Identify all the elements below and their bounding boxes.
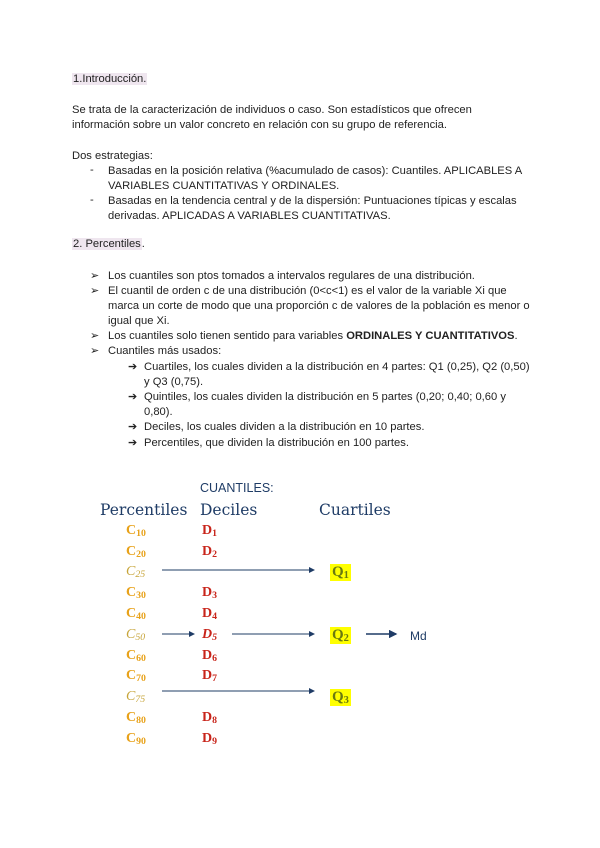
decile-d2: $D_2$ bbox=[202, 544, 218, 560]
bullet-2-line-2: marca un corte de modo que una proporción c de valores de la población es menor o bbox=[108, 300, 530, 312]
percentile-c25: $C_{25}$ bbox=[126, 564, 146, 580]
decile-d3: $D_3$ bbox=[202, 585, 218, 601]
decile-d9: $D_9$ bbox=[202, 731, 218, 747]
bullet-2-line-1: El cuantil de orden c de una distribución (0<c<1) es el valor de la variable Xi que bbox=[108, 285, 507, 297]
strategy-2-line-2: derivadas. APLICADAS A VARIABLES CUANTITATIVAS. bbox=[108, 210, 391, 222]
diagram-title: CUANTILES: bbox=[200, 481, 274, 495]
strategy-2-line-1: Basadas en la tendencia central y de la dispersión: Puntuaciones típicas y escalas bbox=[108, 195, 517, 207]
decile-d4: $D_4$ bbox=[202, 606, 218, 622]
sub-bullet-4: Percentiles, que dividen la distribución en 100 partes. bbox=[144, 437, 409, 449]
dash-bullet: - bbox=[90, 164, 94, 176]
col-header-deciles: Deciles bbox=[200, 501, 258, 519]
sub-bullet-3: Deciles, los cuales dividen a la distribución en 10 partes. bbox=[144, 421, 425, 433]
right-arrow-icon: ➔ bbox=[128, 437, 138, 449]
quartile-q1: $Q_1$ bbox=[332, 564, 349, 581]
right-arrow-icon: ➔ bbox=[128, 361, 138, 373]
decile-d6: $D_6$ bbox=[202, 648, 218, 664]
percentile-c20: $C_{20}$ bbox=[126, 544, 146, 560]
col-header-percentiles: Percentiles bbox=[100, 501, 188, 519]
strategy-1-line-1: Basadas en la posición relativa (%acumulado de casos): Cuantiles. APLICABLES A bbox=[108, 165, 523, 177]
decile-d8: $D_8$ bbox=[202, 710, 218, 726]
decile-d1: $D_1$ bbox=[202, 523, 218, 539]
section2-title: 2. Percentiles. bbox=[73, 238, 145, 250]
median-label: Md bbox=[410, 629, 427, 643]
percentile-c70: $C_{70}$ bbox=[126, 668, 146, 684]
percentile-c80: $C_{80}$ bbox=[126, 710, 146, 726]
percentile-c40: $C_{40}$ bbox=[126, 606, 146, 622]
percentile-c50: $C_{50}$ bbox=[126, 627, 146, 643]
strategy-1-line-2: VARIABLES CUANTITATIVAS Y ORDINALES. bbox=[108, 180, 340, 192]
dash-bullet: - bbox=[90, 194, 94, 206]
percentile-c75: $C_{75}$ bbox=[126, 689, 146, 705]
col-header-cuartiles: Cuartiles bbox=[319, 501, 391, 519]
quartile-q2: $Q_2$ bbox=[332, 627, 349, 644]
sub-bullet-1-line-1: Cuartiles, los cuales dividen a la distribución en 4 partes: Q1 (0,25), Q2 (0,50) bbox=[144, 361, 530, 373]
bullet-1: Los cuantiles son ptos tomados a intervalos regulares de una distribución. bbox=[108, 270, 475, 282]
decile-d7: $D_7$ bbox=[202, 668, 218, 684]
section1-title: 1.Introducción. bbox=[73, 73, 147, 85]
intro-line-1: Se trata de la caracterización de individuos o caso. Son estadísticos que ofrecen bbox=[72, 104, 472, 116]
arrow-bullet-icon: ➢ bbox=[90, 345, 100, 357]
sub-bullet-1-line-2: y Q3 (0,75). bbox=[144, 376, 204, 388]
intro-line-2: información sobre un valor concreto en relación con su grupo de referencia. bbox=[72, 119, 447, 131]
arrow-bullet-icon: ➢ bbox=[90, 330, 100, 342]
percentile-c90: $C_{90}$ bbox=[126, 731, 146, 747]
arrow-bullet-icon: ➢ bbox=[90, 270, 100, 282]
right-arrow-icon: ➔ bbox=[128, 391, 138, 403]
sub-bullet-2-line-2: 0,80). bbox=[144, 406, 173, 418]
bullet-3: Los cuantiles solo tienen sentido para variables ORDINALES Y CUANTITATIVOS. bbox=[108, 330, 518, 342]
percentile-c30: $C_{30}$ bbox=[126, 585, 146, 601]
right-arrow-icon: ➔ bbox=[128, 421, 138, 433]
sub-bullet-2-line-1: Quintiles, los cuales dividen la distribución en 5 partes (0,20; 0,40; 0,60 y bbox=[144, 391, 506, 403]
bullet-2-line-3: igual que Xi. bbox=[108, 315, 170, 327]
strategies-title: Dos estrategias: bbox=[72, 150, 153, 162]
bullet-4: Cuantiles más usados: bbox=[108, 345, 222, 357]
percentile-c60: $C_{60}$ bbox=[126, 648, 146, 664]
decile-d5: $D_5$ bbox=[202, 627, 218, 643]
percentile-c10: $C_{10}$ bbox=[126, 523, 146, 539]
quartile-q3: $Q_3$ bbox=[332, 689, 349, 706]
arrow-bullet-icon: ➢ bbox=[90, 285, 100, 297]
